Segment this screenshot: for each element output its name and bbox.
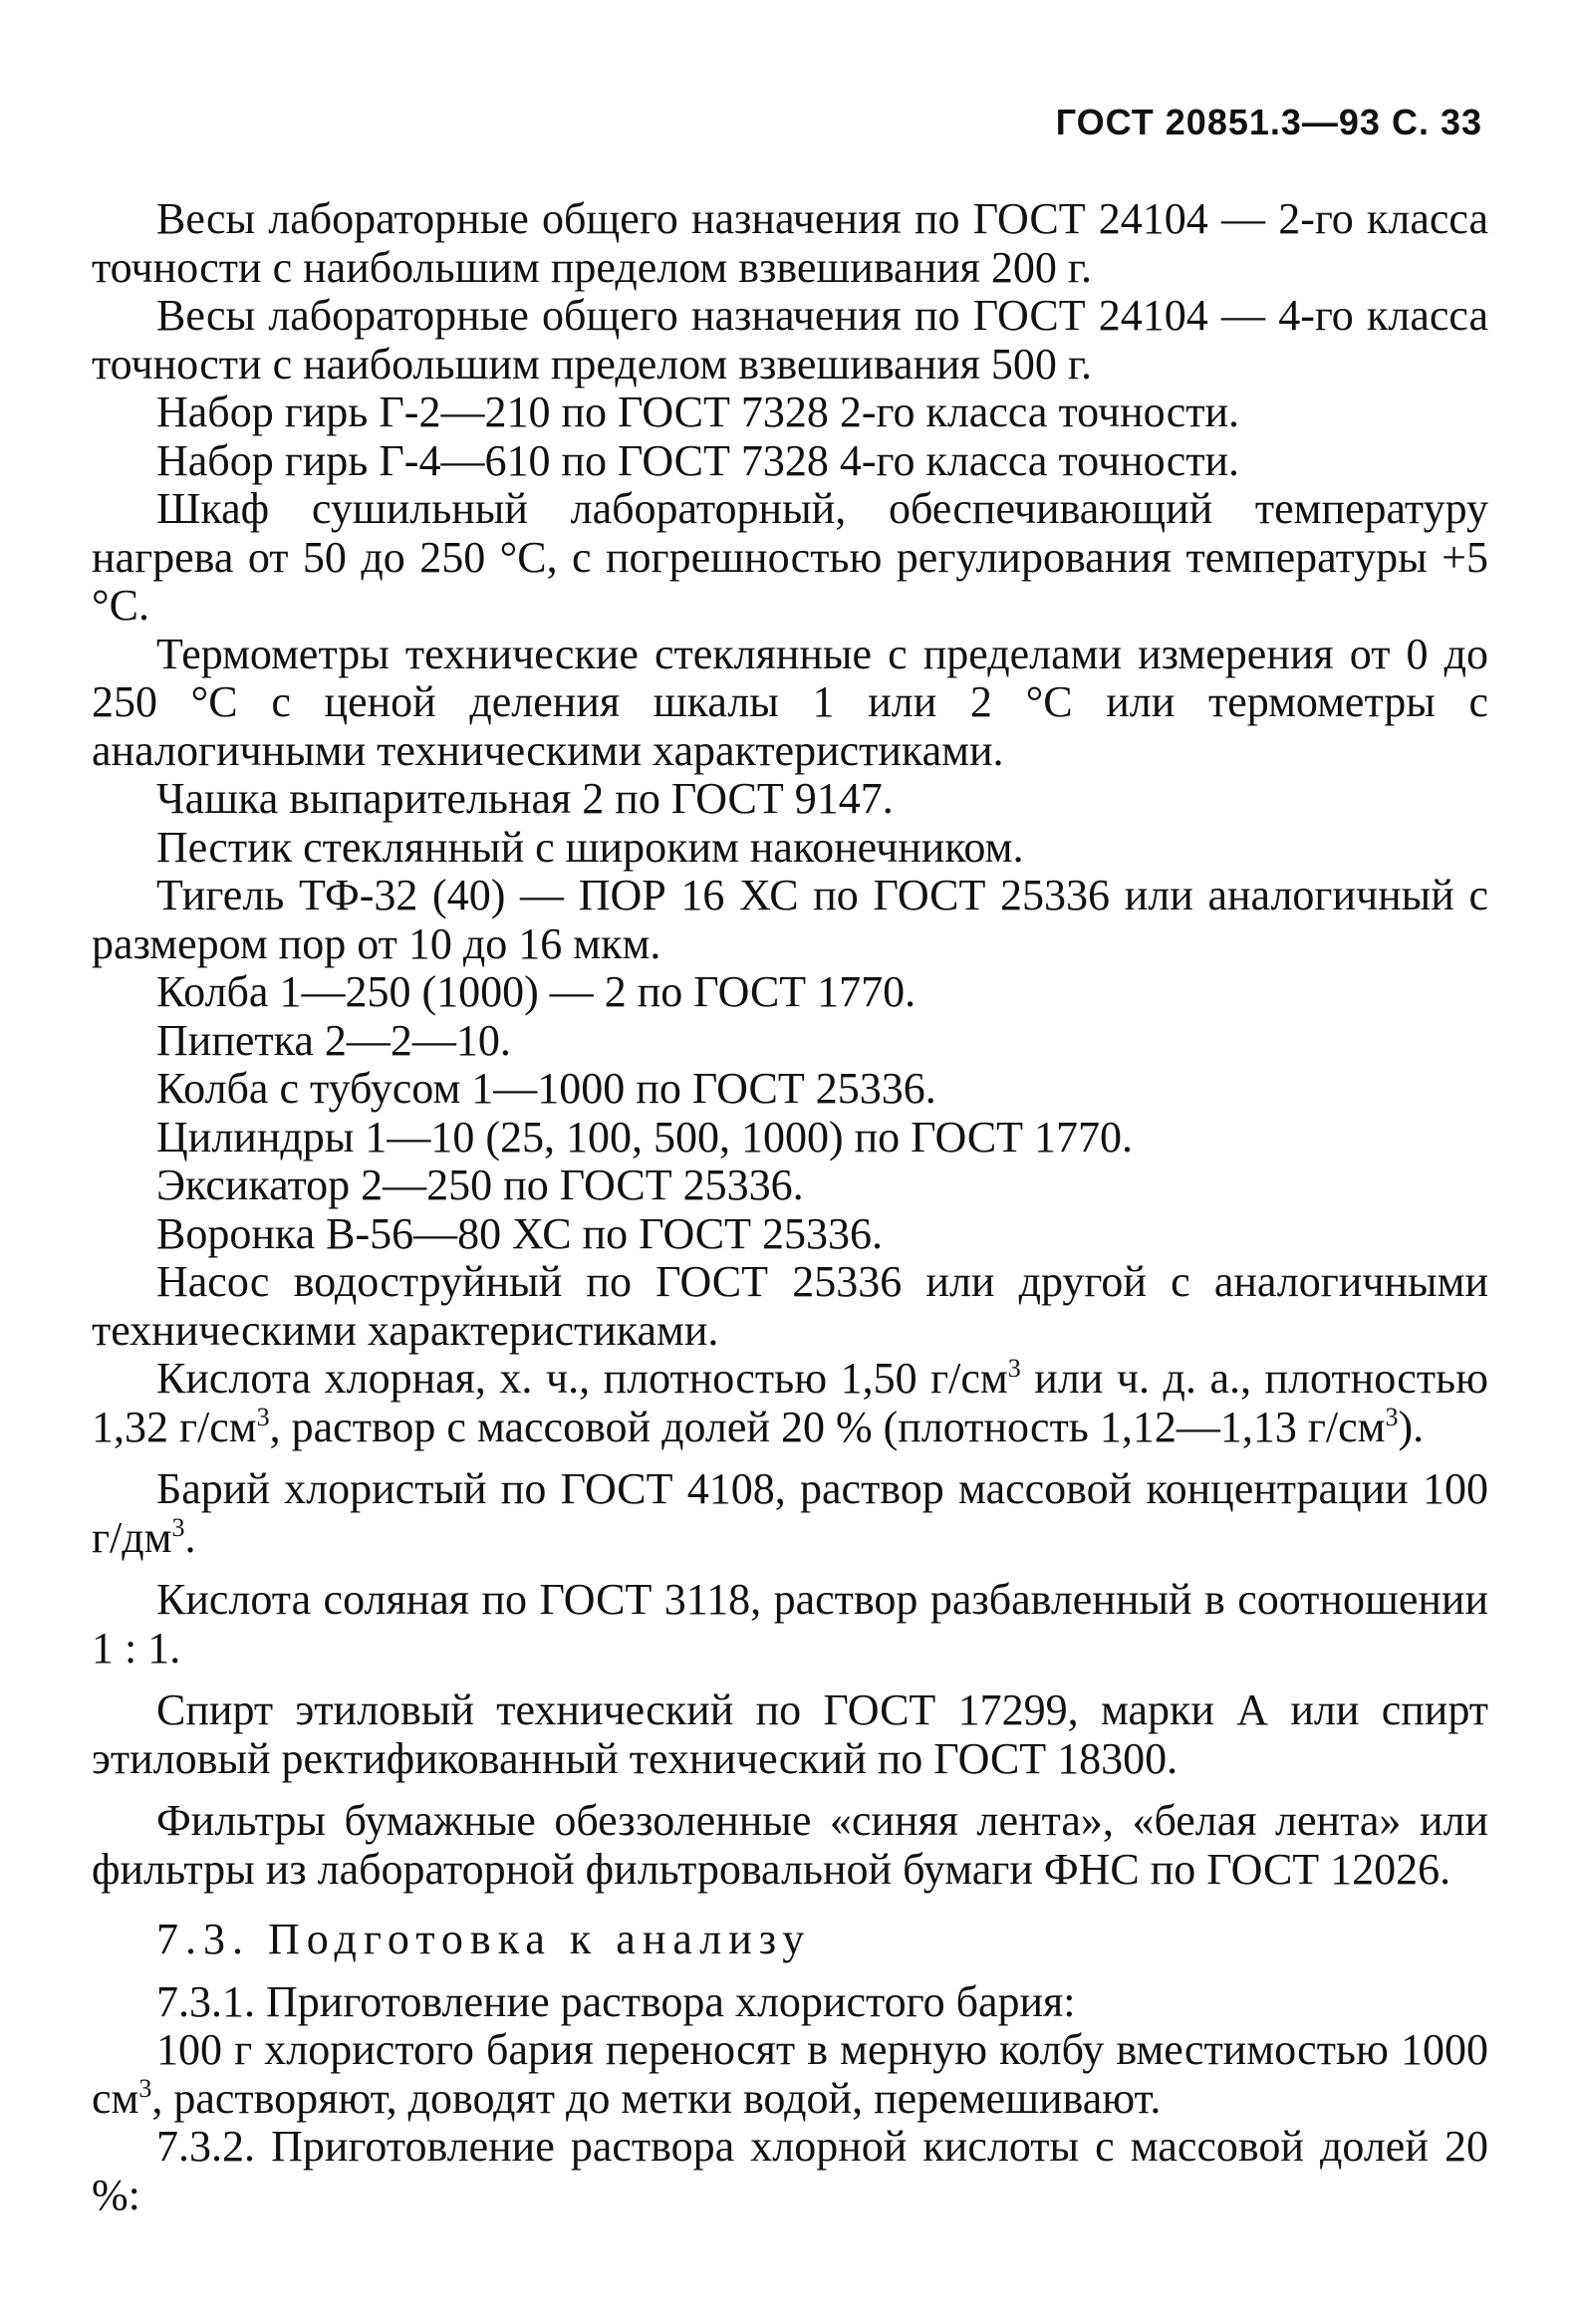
paragraph: Весы лабораторные общего назначения по ГОСТ 24104 — 4-го класса точности с наибольшим пределом взвешивания 500 г. — [92, 291, 1488, 388]
document-body — [92, 195, 1488, 2219]
paragraph: Пипетка 2—2—10. — [156, 1015, 511, 1065]
page-header: ГОСТ 20851.3—93 С. 33 — [1055, 102, 1482, 142]
paragraph: Насос водоструйный по ГОСТ 25336 или другой с аналогичными техническими характеристиками. — [92, 1257, 1488, 1355]
paragraph-acid: Кислота хлорная, х. ч., плотностью 1,50 $г/см^3$ или ч. д. а., плотностью 1,32 $г/см^3$, раствор с массовой долей 20 % (плотность 1,12—1,13 $г/см^3$). — [92, 1354, 1488, 1451]
paragraph: Набор гирь Г-4—610 по ГОСТ 7328 4-го класса точности. — [156, 435, 1240, 485]
paragraph: Кислота соляная по ГОСТ 3118, раствор разбавленный в соотношении 1 : 1. — [92, 1575, 1488, 1673]
paragraph: Цилиндры 1—10 (25, 100, 500, 1000) по ГОСТ 1770. — [156, 1112, 1134, 1162]
paragraph: Весы лабораторные общего назначения по ГОСТ 24104 — 2-го класса точности с наибольшим пределом взвешивания 200 г. — [92, 194, 1488, 292]
paragraph: Шкаф сушильный лабораторный, обеспечивающий температуру нагрева от 50 до 250 °С, с погрешностью регулирования температуры +5 °С. — [92, 484, 1488, 630]
subsection-title: 7.3.1. Приготовление раствора хлористого бария: — [156, 1976, 1076, 2026]
paragraph: Спирт этиловый технический по ГОСТ 17299, марки А или спирт этиловый ректификованный технический по ГОСТ 18300. — [92, 1685, 1488, 1783]
paragraph: Пестик стеклянный с широким наконечником. — [156, 822, 1024, 872]
paragraph: Набор гирь Г-2—210 по ГОСТ 7328 2-го класса точности. — [156, 387, 1240, 436]
paragraph-barium: Барий хлористый по ГОСТ 4108, раствор массовой концентрации 100 $г/дм^3$. — [92, 1464, 1488, 1562]
paragraph: Тигель ТФ-32 (40) — ПОР 16 ХС по ГОСТ 25336 или аналогичный с размером пор от 10 до 16 мкм. — [92, 871, 1488, 968]
paragraph: Фильтры бумажные обеззоленные «синяя лента», «белая лента» или фильтры из лабораторной фильтровальной бумаги ФНС по ГОСТ 12026. — [92, 1796, 1488, 1894]
subsection-title: 7.3.2. Приготовление раствора хлорной кислоты с массовой долей 20 %: — [92, 2122, 1488, 2219]
paragraph: Колба с тубусом 1—1000 по ГОСТ 25336. — [156, 1064, 936, 1113]
section-heading: 7.3. Подготовка к анализу — [156, 1915, 812, 1963]
paragraph: Термометры технические стеклянные с пределами измерения от 0 до 250 °С с ценой деления шкалы 1 или 2 °С или термометры с аналогичными техническими характеристиками. — [92, 629, 1488, 775]
paragraph: Колба 1—250 (1000) — 2 по ГОСТ 1770. — [156, 967, 917, 1016]
paragraph: Воронка В-56—80 ХС по ГОСТ 25336. — [156, 1208, 884, 1258]
paragraph: Эксикатор 2—250 по ГОСТ 25336. — [156, 1161, 804, 1209]
paragraph: Чашка выпарительная 2 по ГОСТ 9147. — [156, 774, 894, 823]
paragraph: 100 г хлористого бария переносят в мерную колбу вместимостью 1000 $см^3$, растворяют, доводят до метки водой, перемешивают. — [92, 2025, 1488, 2123]
